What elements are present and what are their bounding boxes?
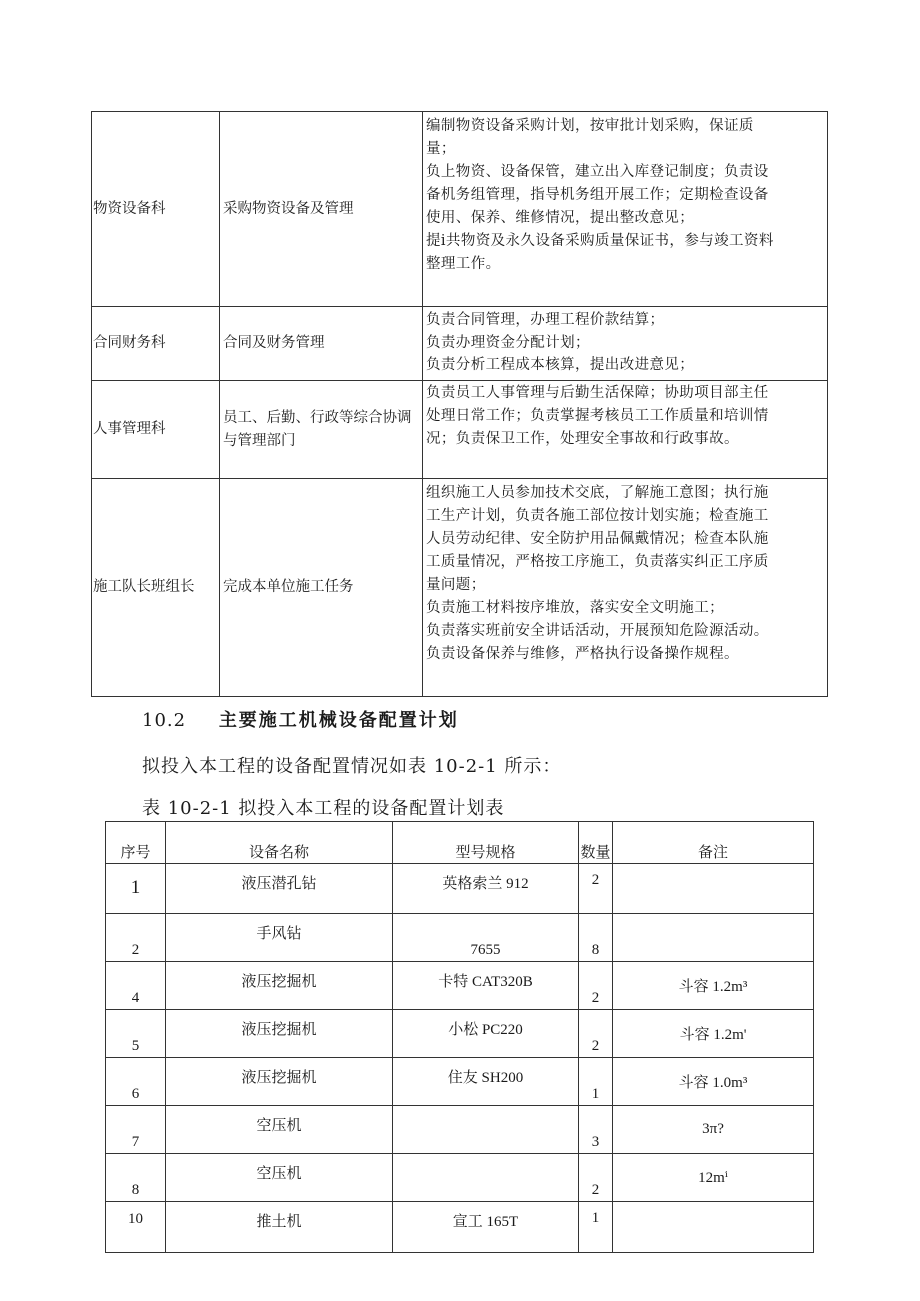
dept-cell: 合同财务科 bbox=[92, 307, 220, 381]
equipment-note bbox=[613, 864, 814, 914]
duty-line: 量； bbox=[426, 141, 456, 157]
duty-line: 备机务组管理，指导机务组开展工作；定期检查设备 bbox=[426, 187, 769, 203]
equipment-model: 卡特 CAT320B bbox=[393, 962, 579, 1010]
table-caption: 表 10-2-1 拟投入本工程的设备配置计划表 bbox=[142, 798, 505, 819]
duty-line: 负责合同管理，办理工程价款结算； bbox=[426, 312, 665, 328]
equipment-note: 斗容 1.2m' bbox=[613, 1010, 814, 1058]
duty-line: 编制物资设备采购计划，按审批计划采购，保证质 bbox=[426, 118, 754, 134]
duty-line: 使用、保养、维修情况，提出整改意见； bbox=[426, 210, 695, 226]
section-number: 10.2 bbox=[142, 710, 187, 731]
header-cell: 备注 bbox=[613, 822, 814, 864]
equipment-qty: 2 bbox=[579, 962, 613, 1010]
equipment-model: 7655 bbox=[393, 914, 579, 962]
equipment-name: 液压挖掘机 bbox=[166, 1058, 393, 1106]
duties-cell bbox=[423, 112, 828, 307]
equipment-note: 3π? bbox=[613, 1106, 814, 1154]
duty-line: 负责落实班前安全讲话活动，开展预知危险源活动。 bbox=[426, 623, 769, 639]
duty-line: 工质量情况，严格按工序施工，负责落实纠正工序质 bbox=[426, 554, 769, 570]
table-header-row bbox=[106, 822, 814, 864]
equipment-note bbox=[613, 1202, 814, 1253]
header-cell: 设备名称 bbox=[166, 822, 393, 864]
table-row bbox=[106, 1154, 814, 1202]
dept-cell: 人事管理科 bbox=[92, 381, 220, 479]
equipment-name: 推土机 bbox=[166, 1202, 393, 1253]
duty-line: 况；负责保卫工作，处理安全事故和行政事故。 bbox=[426, 431, 739, 447]
equipment-qty: 1 bbox=[579, 1058, 613, 1106]
equipment-model: 英格索兰 912 bbox=[393, 864, 579, 914]
duty-line: 负责施工材料按序堆放，落实安全文明施工； bbox=[426, 600, 724, 616]
duties-cell bbox=[423, 307, 828, 381]
section-heading bbox=[142, 706, 459, 732]
table-row bbox=[106, 962, 814, 1010]
section-title: 主要施工机械设备配置计划 bbox=[218, 710, 459, 731]
equipment-table bbox=[105, 821, 814, 1253]
equipment-name: 液压挖掘机 bbox=[166, 962, 393, 1010]
table-row bbox=[92, 307, 828, 381]
dept-cell: 物资设备科 bbox=[92, 112, 220, 307]
dept-cell: 施工队长班组长 bbox=[92, 479, 220, 697]
table-row bbox=[106, 1202, 814, 1253]
duty-line: 工生产计划，负责各施工部位按计划实施；检查施工 bbox=[426, 508, 769, 524]
equipment-model: 小松 PC220 bbox=[393, 1010, 579, 1058]
equipment-qty: 2 bbox=[579, 1010, 613, 1058]
equipment-qty: 2 bbox=[579, 864, 613, 914]
header-cell: 型号规格 bbox=[393, 822, 579, 864]
intro-paragraph: 拟投入本工程的设备配置情况如表 10-2-1 所示： bbox=[142, 756, 562, 777]
equipment-model: 住友 SH200 bbox=[393, 1058, 579, 1106]
equipment-name: 空压机 bbox=[166, 1154, 393, 1202]
table-row bbox=[106, 1010, 814, 1058]
row-number: 10 bbox=[106, 1202, 166, 1253]
table-row bbox=[106, 1058, 814, 1106]
table-row bbox=[106, 864, 814, 914]
equipment-name: 空压机 bbox=[166, 1106, 393, 1154]
duty-line: 量问题； bbox=[426, 577, 486, 593]
equipment-note: 斗容 1.0m³ bbox=[613, 1058, 814, 1106]
function-cell: 员工、后勤、行政等综合协调与管理部门 bbox=[220, 381, 423, 479]
equipment-note: 12mⁱ bbox=[613, 1154, 814, 1202]
duty-line: 整理工作。 bbox=[426, 256, 501, 272]
row-number: 5 bbox=[106, 1010, 166, 1058]
table-row bbox=[106, 1106, 814, 1154]
row-number: 1 bbox=[106, 864, 166, 914]
duty-line: 负责分析工程成本核算，提出改进意见； bbox=[426, 357, 695, 373]
row-number: 7 bbox=[106, 1106, 166, 1154]
equipment-name: 手风钻 bbox=[166, 914, 393, 962]
equipment-model: 宣工 165T bbox=[393, 1202, 579, 1253]
equipment-qty: 1 bbox=[579, 1202, 613, 1253]
row-number: 4 bbox=[106, 962, 166, 1010]
table-row bbox=[106, 914, 814, 962]
equipment-qty: 2 bbox=[579, 1154, 613, 1202]
function-cell: 完成本单位施工任务 bbox=[220, 479, 423, 697]
header-cell: 数量 bbox=[579, 822, 613, 864]
function-cell: 采购物资设备及管理 bbox=[220, 112, 423, 307]
row-number: 6 bbox=[106, 1058, 166, 1106]
duty-line: 负上物资、设备保管，建立出入库登记制度；负责设 bbox=[426, 164, 769, 180]
responsibility-table bbox=[91, 111, 828, 697]
duty-line: 组织施工人员参加技术交底，了解施工意图；执行施 bbox=[426, 485, 769, 501]
row-number: 2 bbox=[106, 914, 166, 962]
equipment-name: 液压挖掘机 bbox=[166, 1010, 393, 1058]
table-row bbox=[92, 479, 828, 697]
equipment-note: 斗容 1.2m³ bbox=[613, 962, 814, 1010]
duty-line: 负责员工人事管理与后勤生活保障；协助项目部主任 bbox=[426, 385, 769, 401]
duties-cell bbox=[423, 381, 828, 479]
equipment-note bbox=[613, 914, 814, 962]
function-cell: 合同及财务管理 bbox=[220, 307, 423, 381]
duty-line: 人员劳动纪律、安全防护用品佩戴情况；检查本队施 bbox=[426, 531, 769, 547]
equipment-qty: 8 bbox=[579, 914, 613, 962]
equipment-qty: 3 bbox=[579, 1106, 613, 1154]
duty-line: 处理日常工作；负责掌握考核员工工作质量和培训情 bbox=[426, 408, 769, 424]
header-cell: 序号 bbox=[106, 822, 166, 864]
duty-line: 提i共物资及永久设备采购质量保证书，参与竣工资料 bbox=[426, 233, 774, 249]
equipment-model bbox=[393, 1154, 579, 1202]
duty-line: 负责办理资金分配计划； bbox=[426, 335, 590, 351]
row-number: 8 bbox=[106, 1154, 166, 1202]
duties-cell bbox=[423, 479, 828, 697]
equipment-model bbox=[393, 1106, 579, 1154]
table-row bbox=[92, 381, 828, 479]
table-row bbox=[92, 112, 828, 307]
equipment-name: 液压潜孔钻 bbox=[166, 864, 393, 914]
duty-line: 负责设备保养与维修，严格执行设备操作规程。 bbox=[426, 646, 739, 662]
